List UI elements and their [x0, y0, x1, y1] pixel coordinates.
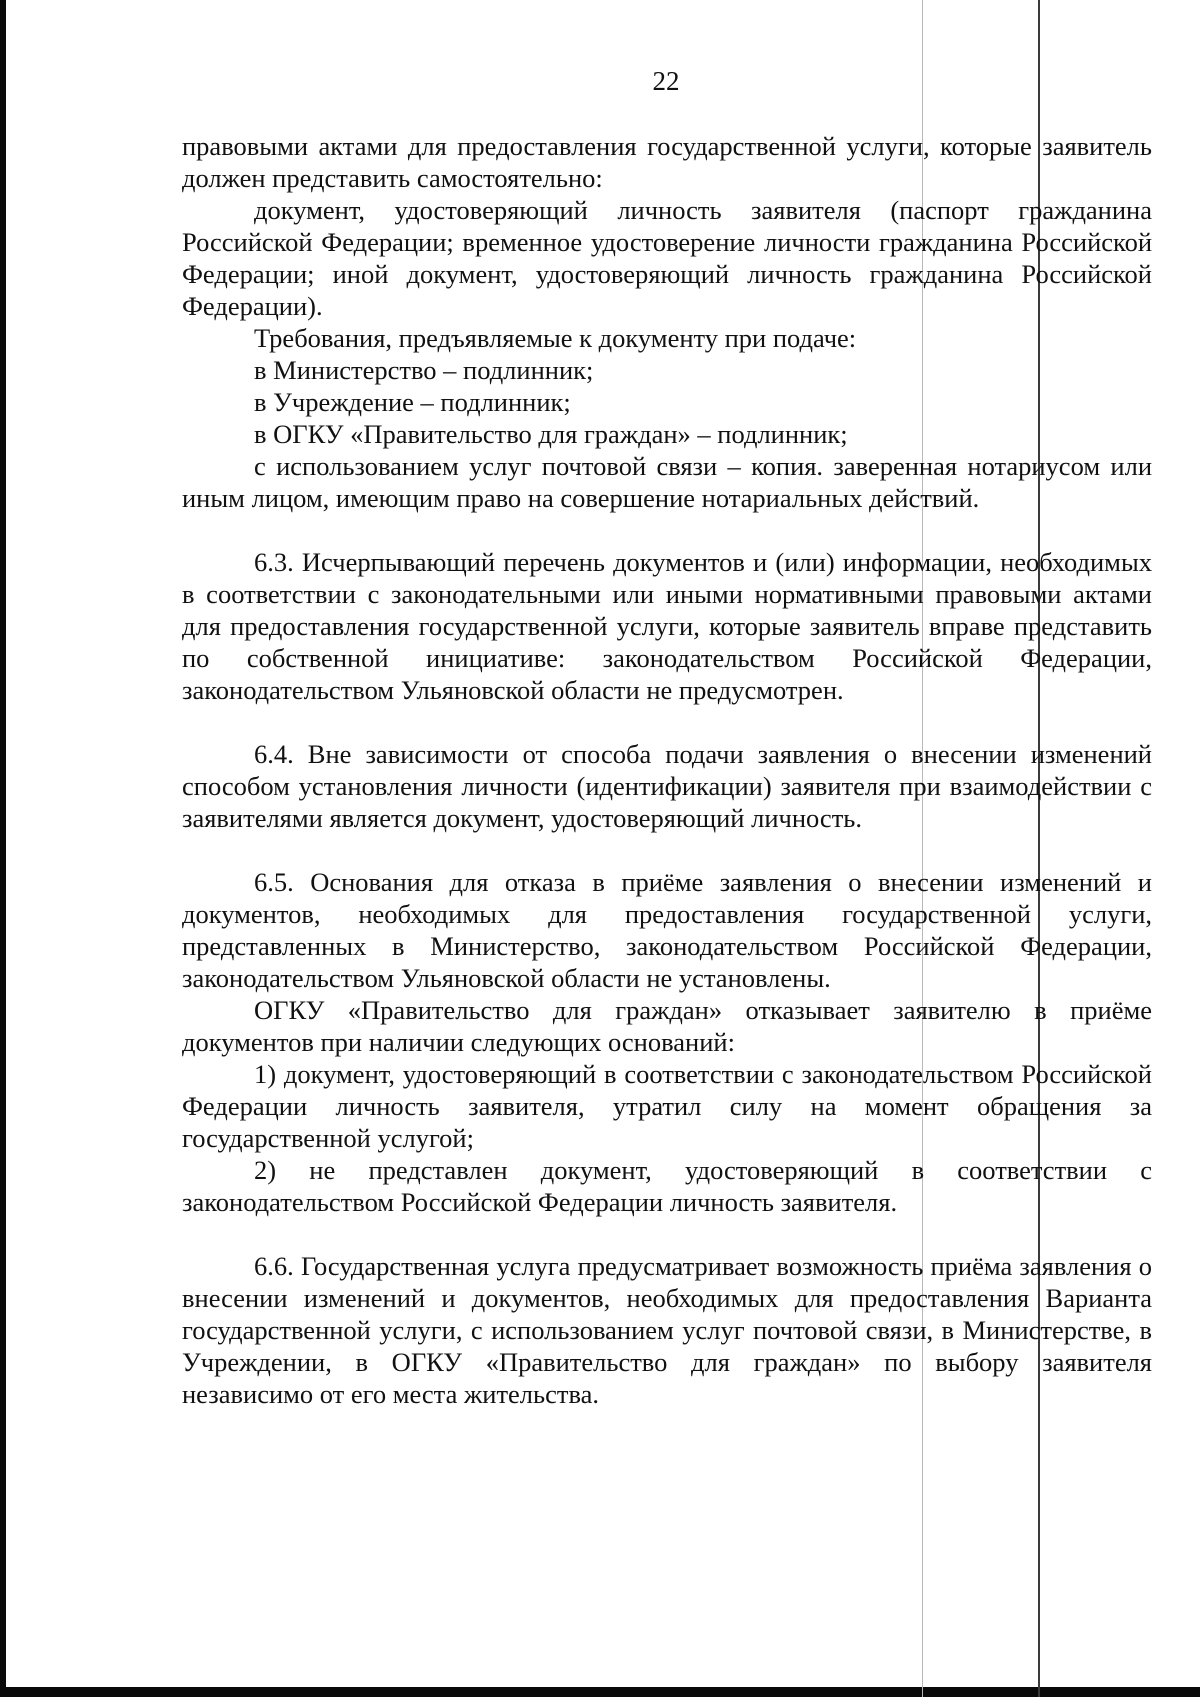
- section-6-4: 6.4. Вне зависимости от способа подачи заявления о внесении изменений способом установления личности (идентификации) заявителя при взаимодействии с заявителями является документ, удостоверяющий личность.: [182, 739, 1152, 833]
- paragraph: с использованием услуг почтовой связи – копия. заверенная нотариусом или иным лицом, имеющим право на совершение нотариальных действий.: [182, 451, 1152, 513]
- paragraph: ОГКУ «Правительство для граждан» отказывает заявителю в приёме документов при наличии следующих оснований:: [182, 995, 1152, 1057]
- section-6-6: 6.6. Государственная услуга предусматривает возможность приёма заявления о внесении изменений и документов, необходимых для предоставления Варианта государственной услуги, с использованием услуг почтовой связи, в Министерстве, в Учреждении, в ОГКУ «Правительство для граждан» по выбору заявителя независимо от его места жительства.: [182, 1251, 1152, 1409]
- paragraph: в Министерство – подлинник;: [254, 355, 594, 385]
- paragraph: правовыми актами для предоставления государственной услуги, которые заявитель должен представить самостоятельно:: [182, 131, 1152, 193]
- list-item: 1) документ, удостоверяющий в соответствии с законодательством Российской Федерации личность заявителя, утратил силу на момент обращения за государственной услугой;: [182, 1059, 1152, 1153]
- paragraph: в Учреждение – подлинник;: [254, 387, 571, 417]
- section-6-5: 6.5. Основания для отказа в приёме заявления о внесении изменений и документов, необходимых для предоставления государственной услуги, представленных в Министерство, законодательством Российской Федерации, законодательством Ульяновской области не установлены.: [182, 867, 1152, 993]
- paragraph: в ОГКУ «Правительство для граждан» – подлинник;: [254, 419, 848, 449]
- section-6-3: 6.3. Исчерпывающий перечень документов и (или) информации, необходимых в соответствии с законодательными или иными нормативными правовыми актами для предоставления государственной услуги, которые заявитель вправе представить по собственной инициативе: законодательством Российской Федерации, законодательством Ульяновской области не предусмотрен.: [182, 547, 1152, 705]
- page-number: 22: [652, 66, 680, 96]
- list-item: 2) не представлен документ, удостоверяющий в соответствии с законодательством Российской Федерации личность заявителя.: [182, 1155, 1152, 1217]
- paragraph: Требования, предъявляемые к документу при подаче:: [254, 323, 857, 353]
- paragraph: документ, удостоверяющий личность заявителя (паспорт гражданина Российской Федерации; временное удостоверение личности гражданина Российской Федерации; иной документ, удостоверяющий личность гражданина Российской Федерации).: [182, 195, 1152, 321]
- document-body: [182, 130, 1152, 1410]
